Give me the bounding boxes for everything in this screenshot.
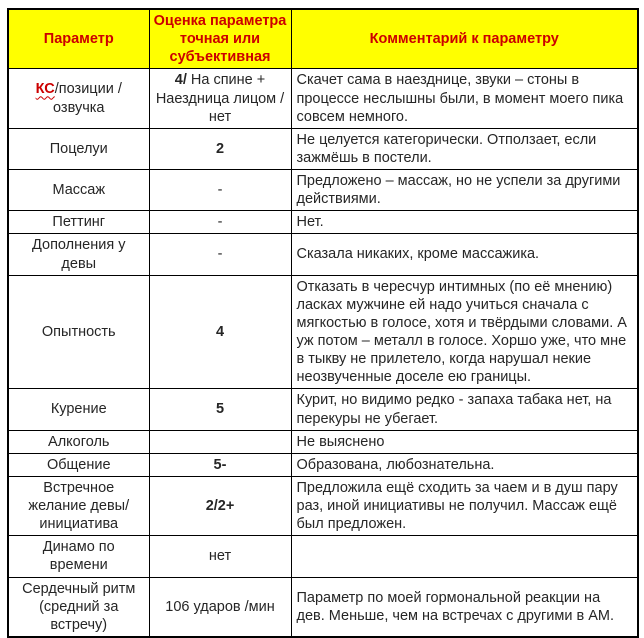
comment-cell xyxy=(291,536,638,577)
column-header-parameter: Параметр xyxy=(8,9,149,69)
parameter-cell: Массаж xyxy=(8,170,149,211)
parameter-cell: Петтинг xyxy=(8,211,149,234)
parameter-cell: Дополнения у девы xyxy=(8,234,149,275)
parameter-cell: Опытность xyxy=(8,275,149,389)
comment-cell: Предложено – массаж, но не успели за другими действиями. xyxy=(291,170,638,211)
score-cell: 2/2+ xyxy=(149,476,291,535)
parameter-cell: Сердечный ритм (средний за встречу) xyxy=(8,577,149,637)
row-dynamo xyxy=(8,536,638,577)
row-heart-rate xyxy=(8,577,638,637)
parameters-table xyxy=(7,8,639,638)
comment-cell: Образована, любознательна. xyxy=(291,453,638,476)
score-cell: - xyxy=(149,234,291,275)
parameter-cell: Поцелуи xyxy=(8,128,149,169)
header-row xyxy=(8,9,638,69)
row-initiative xyxy=(8,476,638,535)
score-cell: - xyxy=(149,170,291,211)
parameter-cell xyxy=(8,69,149,128)
row-smoking xyxy=(8,389,638,430)
comment-cell: Сказала никаких, кроме массажика. xyxy=(291,234,638,275)
row-experience xyxy=(8,275,638,389)
comment-cell: Отказать в чересчур интимных (по её мнению) ласках мужчине ей надо учиться сначала с мягкостью в голосе, хотя и твёрдыми словами. А уж потом – металл в голосе. Хоршо уже, что мне в тыкву не прилетело, когда нарушал некие неозвученные доселе ею границы. xyxy=(291,275,638,389)
score-cell: 5- xyxy=(149,453,291,476)
comment-cell: Предложила ещё сходить за чаем и в душ пару раз, иной инициативы не получил. Массаж ещё был предложен. xyxy=(291,476,638,535)
parameter-label: /позиции /озвучка xyxy=(53,81,122,116)
score-cell: 5 xyxy=(149,389,291,430)
comment-cell: Параметр по моей гормональной реакции на дев. Меньше, чем на встречах с другими в АМ. xyxy=(291,577,638,637)
comment-cell: Не выяснено xyxy=(291,430,638,453)
score-value-bold: 4/ xyxy=(174,72,187,89)
parameter-cell: Общение xyxy=(8,453,149,476)
row-extras xyxy=(8,234,638,275)
comment-cell: Нет. xyxy=(291,211,638,234)
row-massage xyxy=(8,170,638,211)
comment-cell: Не целуется категорически. Отползает, если зажмёшь в постели. xyxy=(291,128,638,169)
comment-cell: Скачет сама в наезднице, звуки – стоны в процессе неслышны были, в момент моего пика совсем немного. xyxy=(291,69,638,128)
parameter-cell: Встречное желание девы/ инициатива xyxy=(8,476,149,535)
score-value: На спине + Наездница лицом /нет xyxy=(155,72,285,125)
parameter-cell: Курение xyxy=(8,389,149,430)
score-cell: 4 xyxy=(149,275,291,389)
score-cell: нет xyxy=(149,536,291,577)
score-cell: 106 ударов /мин xyxy=(149,577,291,637)
parameter-cell: Алкоголь xyxy=(8,430,149,453)
row-petting xyxy=(8,211,638,234)
parameter-cell: Динамо по времени xyxy=(8,536,149,577)
row-communication xyxy=(8,453,638,476)
score-cell xyxy=(149,430,291,453)
comment-cell: Курит, но видимо редко - запаха табака нет, на перекуры не убегает. xyxy=(291,389,638,430)
score-cell: 2 xyxy=(149,128,291,169)
column-header-comment: Комментарий к параметру xyxy=(291,9,638,69)
score-cell xyxy=(149,69,291,128)
score-cell: - xyxy=(149,211,291,234)
column-header-score: Оценка параметра точная или субъективная xyxy=(149,9,291,69)
row-ks-positions xyxy=(8,69,638,128)
ks-link[interactable]: КС xyxy=(35,81,55,98)
row-kisses xyxy=(8,128,638,169)
row-alcohol xyxy=(8,430,638,453)
